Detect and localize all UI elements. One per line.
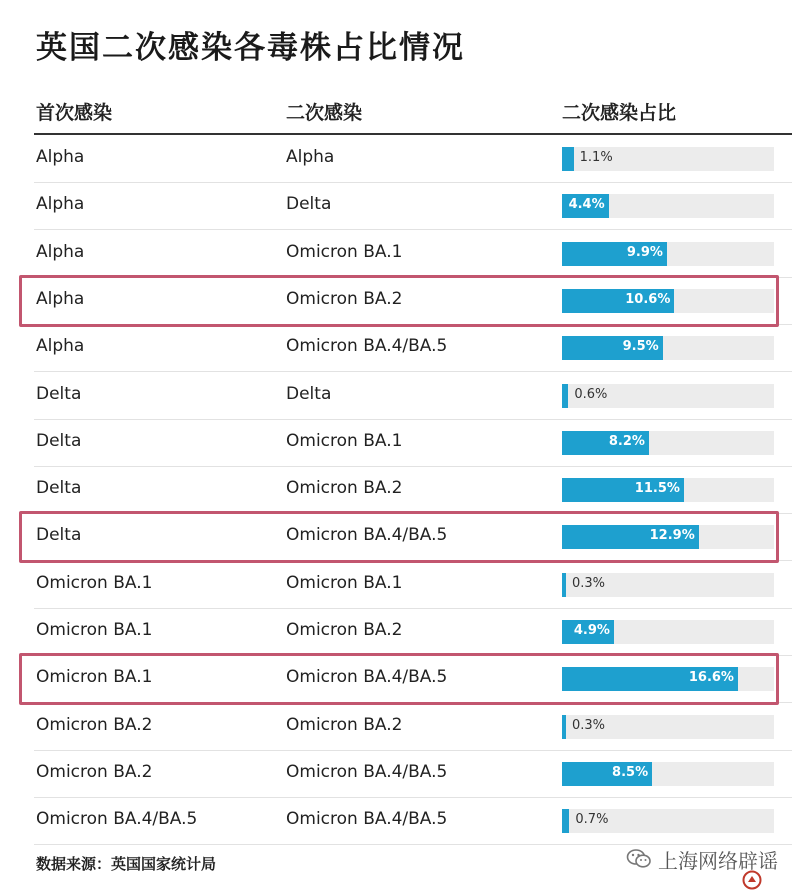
second-infection-cell: Omicron BA.4/BA.5: [286, 761, 448, 782]
first-infection-cell: Delta: [36, 430, 82, 451]
bar-value-label: 0.6%: [574, 386, 608, 402]
bar: [562, 809, 569, 833]
table-row: [0, 231, 800, 278]
bar-value-label: 9.5%: [622, 339, 659, 355]
second-infection-cell: Omicron BA.2: [286, 478, 403, 499]
second-infection-cell: Delta: [286, 194, 332, 215]
bar-track: [562, 809, 774, 833]
first-infection-cell: Alpha: [36, 147, 85, 167]
first-infection-cell: Delta: [36, 525, 82, 546]
first-infection-cell: Alpha: [36, 241, 85, 262]
first-infection-cell: Omicron BA.4/BA.5: [36, 809, 198, 830]
first-infection-cell: Alpha: [36, 194, 85, 215]
second-infection-cell: Alpha: [286, 147, 335, 167]
first-infection-cell: Omicron BA.2: [36, 714, 153, 735]
second-infection-cell: Omicron BA.4/BA.5: [286, 525, 448, 546]
second-infection-cell: Delta: [286, 383, 332, 404]
second-infection-cell: Omicron BA.2: [286, 620, 403, 640]
bar-track: [562, 384, 774, 408]
first-infection-cell: Delta: [36, 478, 82, 499]
bar-track: [562, 478, 774, 502]
second-infection-cell: Omicron BA.1: [286, 241, 403, 262]
bar-track: [562, 242, 774, 266]
table-row: [0, 467, 800, 514]
column-header-share: 二次感染占比: [562, 102, 677, 124]
bar-value-label: 11.5%: [634, 481, 680, 497]
bar-value-label: 12.9%: [649, 528, 695, 544]
highlight-box: [19, 511, 779, 563]
second-infection-cell: Omicron BA.4/BA.5: [286, 667, 448, 688]
table-row: [0, 798, 800, 845]
table-row: [0, 704, 800, 751]
bar-value-label: 8.5%: [612, 764, 649, 780]
table-row: [0, 373, 800, 420]
chart-title: 英国二次感染各毒株占比情况: [36, 30, 465, 66]
first-infection-cell: Alpha: [36, 336, 85, 357]
bar-track: [562, 573, 774, 597]
second-infection-cell: Omicron BA.1: [286, 572, 403, 593]
table-row: [0, 183, 800, 230]
table-row: [0, 562, 800, 609]
second-infection-cell: Omicron BA.1: [286, 430, 403, 451]
bar-track: [562, 194, 774, 218]
bar-value-label: 10.6%: [625, 291, 671, 307]
second-infection-cell: Omicron BA.2: [286, 288, 403, 309]
wechat-icon: [626, 846, 652, 872]
second-infection-cell: Omicron BA.4/BA.5: [286, 336, 448, 357]
bar-value-label: 0.3%: [572, 575, 606, 591]
bar-track: [562, 431, 774, 455]
table-row: [0, 420, 800, 467]
watermark-text: 上海网络辟谣: [658, 848, 778, 873]
data-source: 数据来源：英国国家统计局: [36, 855, 217, 873]
bar-value-label: 8.2%: [608, 433, 645, 449]
bar-value-label: 9.9%: [626, 244, 663, 260]
second-infection-cell: Omicron BA.2: [286, 714, 403, 735]
table-header: [0, 96, 800, 136]
bar: [562, 715, 566, 739]
bar-value-label: 1.1%: [579, 150, 613, 165]
bar-track: [562, 336, 774, 360]
column-header-second-infection: 二次感染: [286, 102, 363, 124]
highlight-box: [19, 653, 779, 705]
bar-value-label: 16.6%: [688, 670, 734, 686]
bar-track: [562, 147, 774, 171]
bar-track: [562, 762, 774, 786]
header-divider: [34, 133, 792, 135]
table-row: [0, 325, 800, 372]
second-infection-cell: Omicron BA.4/BA.5: [286, 809, 448, 830]
bar: [562, 147, 574, 171]
bar-track: [562, 715, 774, 739]
first-infection-cell: Omicron BA.1: [36, 620, 153, 640]
bar: [562, 384, 568, 408]
first-infection-cell: Alpha: [36, 288, 85, 309]
bar-value-label: 0.7%: [575, 812, 609, 828]
table-row: [0, 136, 800, 183]
first-infection-cell: Omicron BA.2: [36, 761, 153, 782]
first-infection-cell: Omicron BA.1: [36, 572, 153, 593]
table-row: [0, 609, 800, 656]
bar-value-label: 0.3%: [572, 717, 606, 733]
highlight-box: [19, 275, 779, 327]
bar-value-label: 4.4%: [568, 197, 605, 213]
first-infection-cell: Omicron BA.1: [36, 667, 153, 688]
table-row: [0, 751, 800, 798]
column-header-first-infection: 首次感染: [36, 102, 113, 124]
bar-value-label: 4.9%: [573, 623, 610, 638]
first-infection-cell: Delta: [36, 383, 82, 404]
shanghai-observer-logo-icon: [742, 870, 762, 890]
bar: [562, 573, 566, 597]
bar-track: [562, 620, 774, 644]
